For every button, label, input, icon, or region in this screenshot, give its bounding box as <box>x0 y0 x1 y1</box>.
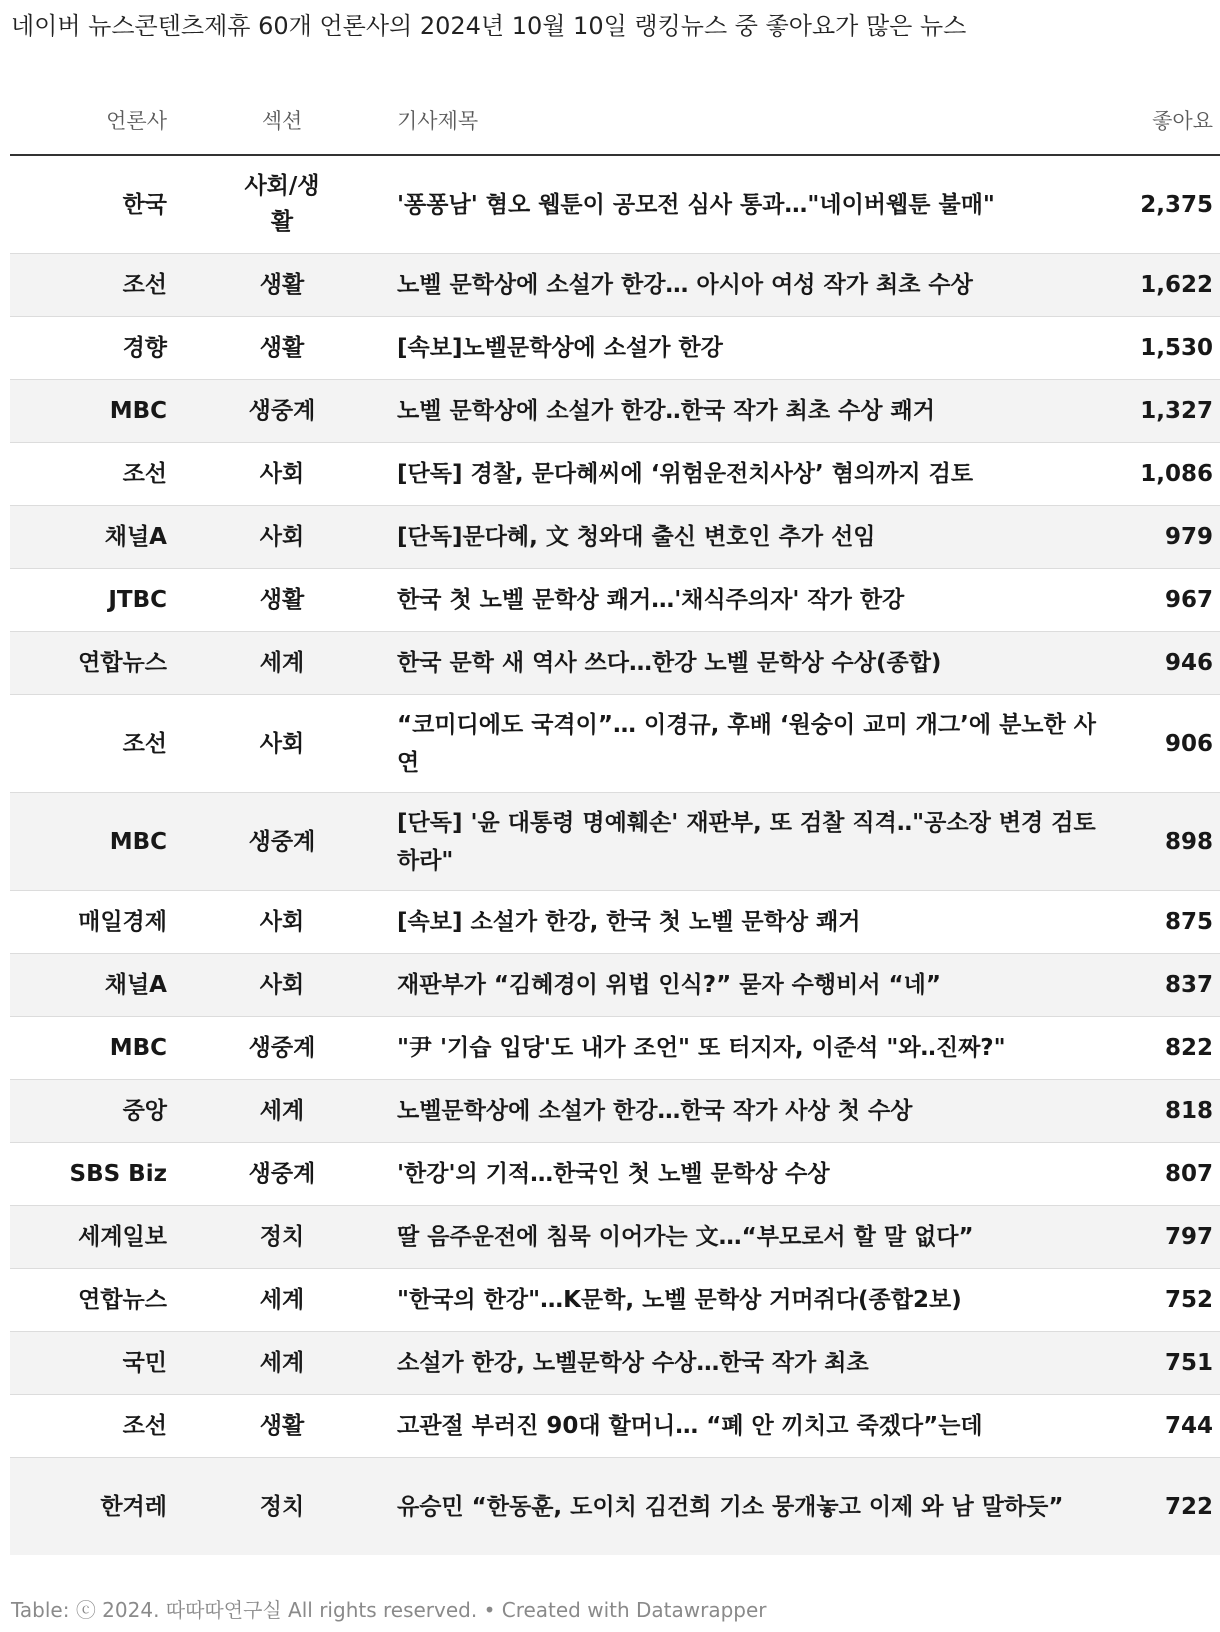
cell-section <box>167 569 397 632</box>
table-row[interactable] <box>10 1458 1220 1556</box>
table-row[interactable] <box>10 443 1220 506</box>
cell-publisher: SBS Biz <box>10 1143 167 1206</box>
table-row[interactable] <box>10 954 1220 1017</box>
column-header-section[interactable]: 섹션 <box>167 86 397 155</box>
section-label: 세계 <box>259 650 305 676</box>
table-row[interactable] <box>10 254 1220 317</box>
section-label: 사회 <box>259 524 305 550</box>
cell-section <box>167 506 397 569</box>
cell-section <box>167 1269 397 1332</box>
cell-section <box>167 155 397 254</box>
cell-publisher: 조선 <box>10 695 167 793</box>
section-label: 생중계 <box>248 1035 316 1061</box>
cell-section <box>167 632 397 695</box>
cell-likes: 979 <box>1115 506 1220 569</box>
cell-headline[interactable]: 노벨 문학상에 소설가 한강… 아시아 여성 작가 최초 수상 <box>397 254 1115 317</box>
table-row[interactable] <box>10 891 1220 954</box>
cell-headline[interactable]: 노벨 문학상에 소설가 한강‥한국 작가 최초 수상 쾌거 <box>397 380 1115 443</box>
column-header-headline[interactable]: 기사제목 <box>397 86 1115 155</box>
cell-publisher: 연합뉴스 <box>10 1269 167 1332</box>
table-row[interactable] <box>10 1080 1220 1143</box>
column-header-likes[interactable]: 좋아요 <box>1115 86 1220 155</box>
section-label: 사회/생활 <box>244 173 320 235</box>
cell-section <box>167 1017 397 1080</box>
cell-headline[interactable]: '한강'의 기적…한국인 첫 노벨 문학상 수상 <box>397 1143 1115 1206</box>
table-row[interactable] <box>10 569 1220 632</box>
section-label: 정치 <box>259 1493 305 1520</box>
cell-publisher: MBC <box>10 380 167 443</box>
cell-likes: 2,375 <box>1115 155 1220 254</box>
cell-likes: 797 <box>1115 1206 1220 1269</box>
cell-publisher: MBC <box>10 1017 167 1080</box>
section-label: 세계 <box>259 1350 305 1376</box>
table-row[interactable] <box>10 380 1220 443</box>
cell-headline[interactable]: "尹 '기습 입당'도 내가 조언" 또 터지자, 이준석 "와‥진짜?" <box>397 1017 1115 1080</box>
table-row[interactable] <box>10 1143 1220 1206</box>
cell-headline[interactable]: [단독] '윤 대통령 명예훼손' 재판부, 또 검찰 직격‥"공소장 변경 검토하라" <box>397 793 1115 891</box>
cell-publisher: 조선 <box>10 443 167 506</box>
cell-likes: 898 <box>1115 793 1220 891</box>
section-label: 생중계 <box>248 398 316 424</box>
cell-headline[interactable]: 한국 첫 노벨 문학상 쾌거…'채식주의자' 작가 한강 <box>397 569 1115 632</box>
cell-likes: 967 <box>1115 569 1220 632</box>
cell-likes: 1,530 <box>1115 317 1220 380</box>
cell-section <box>167 254 397 317</box>
cell-section <box>167 1206 397 1269</box>
table-row[interactable] <box>10 793 1220 891</box>
cell-section <box>167 891 397 954</box>
cell-headline[interactable]: [속보]노벨문학상에 소설가 한강 <box>397 317 1115 380</box>
cell-likes: 875 <box>1115 891 1220 954</box>
cell-headline[interactable]: 고관절 부러진 90대 할머니… “폐 안 끼치고 죽겠다”는데 <box>397 1395 1115 1458</box>
section-label: 생활 <box>259 335 305 361</box>
cell-headline[interactable]: [속보] 소설가 한강, 한국 첫 노벨 문학상 쾌거 <box>397 891 1115 954</box>
section-label: 생활 <box>259 587 305 613</box>
cell-likes: 822 <box>1115 1017 1220 1080</box>
table-body <box>10 155 1220 1555</box>
cell-publisher: 경향 <box>10 317 167 380</box>
cell-publisher: MBC <box>10 793 167 891</box>
cell-section <box>167 317 397 380</box>
cell-headline[interactable]: 유승민 “한동훈, 도이치 김건희 기소 뭉개놓고 이제 와 남 말하듯” <box>397 1458 1115 1556</box>
cell-publisher: 세계일보 <box>10 1206 167 1269</box>
section-label: 정치 <box>259 1224 305 1250</box>
table-row[interactable] <box>10 1206 1220 1269</box>
cell-likes: 751 <box>1115 1332 1220 1395</box>
section-label: 세계 <box>259 1098 305 1124</box>
cell-publisher: 중앙 <box>10 1080 167 1143</box>
cell-section <box>167 954 397 1017</box>
cell-likes: 906 <box>1115 695 1220 793</box>
cell-publisher: 채널A <box>10 954 167 1017</box>
cell-headline[interactable]: 딸 음주운전에 침묵 이어가는 文…“부모로서 할 말 없다” <box>397 1206 1115 1269</box>
table-row[interactable] <box>10 695 1220 793</box>
cell-section <box>167 793 397 891</box>
section-label: 세계 <box>259 1287 305 1313</box>
cell-section <box>167 1395 397 1458</box>
cell-publisher: 매일경제 <box>10 891 167 954</box>
column-header-publisher[interactable]: 언론사 <box>10 86 167 155</box>
cell-headline[interactable]: 한국 문학 새 역사 쓰다…한강 노벨 문학상 수상(종합) <box>397 632 1115 695</box>
table-footer-credit: Table: ⓒ 2024. 따따따연구실 All rights reserved. • Created with Datawrapper <box>11 1598 767 1622</box>
table-row[interactable] <box>10 506 1220 569</box>
cell-section <box>167 1143 397 1206</box>
cell-section <box>167 1332 397 1395</box>
cell-publisher: 한겨레 <box>10 1458 167 1556</box>
cell-likes: 837 <box>1115 954 1220 1017</box>
ranking-table <box>10 86 1220 1555</box>
cell-headline[interactable]: '퐁퐁남' 혐오 웹툰이 공모전 심사 통과…"네이버웹툰 불매" <box>397 155 1115 254</box>
cell-section <box>167 695 397 793</box>
table-row[interactable] <box>10 1332 1220 1395</box>
section-label: 사회 <box>259 972 305 998</box>
cell-likes: 818 <box>1115 1080 1220 1143</box>
table-row[interactable] <box>10 1395 1220 1458</box>
cell-likes: 1,327 <box>1115 380 1220 443</box>
section-label: 사회 <box>259 461 305 487</box>
cell-section <box>167 380 397 443</box>
cell-headline[interactable]: 노벨문학상에 소설가 한강…한국 작가 사상 첫 수상 <box>397 1080 1115 1143</box>
cell-likes: 722 <box>1115 1458 1220 1556</box>
cell-section <box>167 1080 397 1143</box>
cell-publisher: 조선 <box>10 1395 167 1458</box>
cell-section <box>167 443 397 506</box>
cell-likes: 1,086 <box>1115 443 1220 506</box>
cell-likes: 744 <box>1115 1395 1220 1458</box>
cell-likes: 752 <box>1115 1269 1220 1332</box>
page-title: 네이버 뉴스콘텐츠제휴 60개 언론사의 2024년 10월 10일 랭킹뉴스 중 좋아요가 많은 뉴스 <box>11 12 967 40</box>
cell-publisher: 채널A <box>10 506 167 569</box>
cell-publisher: 연합뉴스 <box>10 632 167 695</box>
cell-headline[interactable]: "한국의 한강"…K문학, 노벨 문학상 거머쥐다(종합2보) <box>397 1269 1115 1332</box>
cell-headline[interactable]: [단독] 경찰, 문다혜씨에 ‘위험운전치사상’ 혐의까지 검토 <box>397 443 1115 506</box>
cell-headline[interactable]: 소설가 한강, 노벨문학상 수상…한국 작가 최초 <box>397 1332 1115 1395</box>
table-header-row <box>10 86 1220 155</box>
table-row[interactable] <box>10 317 1220 380</box>
section-label: 사회 <box>259 909 305 935</box>
cell-publisher: JTBC <box>10 569 167 632</box>
cell-headline[interactable]: [단독]문다혜, 文 청와대 출신 변호인 추가 선임 <box>397 506 1115 569</box>
cell-likes: 1,622 <box>1115 254 1220 317</box>
cell-publisher: 한국 <box>10 155 167 254</box>
table-row[interactable] <box>10 632 1220 695</box>
section-label: 생중계 <box>248 1161 316 1187</box>
table-row[interactable] <box>10 155 1220 254</box>
section-label: 생활 <box>259 272 305 298</box>
section-label: 생중계 <box>248 828 316 855</box>
table-row[interactable] <box>10 1017 1220 1080</box>
cell-likes: 946 <box>1115 632 1220 695</box>
cell-section <box>167 1458 397 1556</box>
section-label: 생활 <box>259 1413 305 1439</box>
cell-publisher: 조선 <box>10 254 167 317</box>
table-row[interactable] <box>10 1269 1220 1332</box>
section-label: 사회 <box>259 730 305 757</box>
cell-headline[interactable]: “코미디에도 국격이”… 이경규, 후배 ‘원숭이 교미 개그’에 분노한 사연 <box>397 695 1115 793</box>
cell-likes: 807 <box>1115 1143 1220 1206</box>
cell-headline[interactable]: 재판부가 “김혜경이 위법 인식?” 묻자 수행비서 “네” <box>397 954 1115 1017</box>
cell-publisher: 국민 <box>10 1332 167 1395</box>
